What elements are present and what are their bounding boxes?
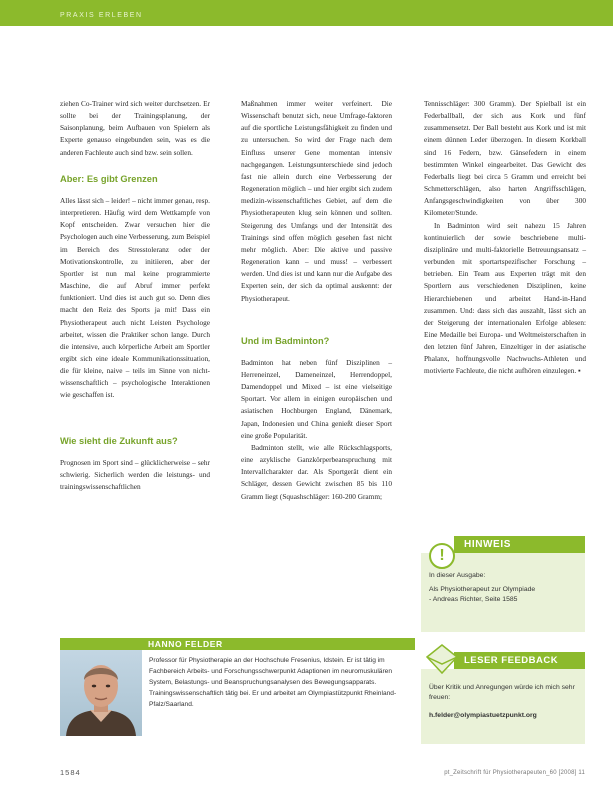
hinweis-line3[interactable]: - Andreas Richter, Seite 1585 [429,596,518,603]
paragraph: Badminton hat neben fünf Disziplinen – Herreneinzel, Dameneinzel, Herrendoppel, Damendoppel und Mixed – ist eine vielseitige Sportart. Vor allem in einigen europäischen und asiatischen Hochburgen England, Dänemark, Japan, Indonesien und China genießt dieser Sport eine große Popularität. [241,357,392,440]
paragraph: Prognosen im Sport sind – glücklicherweise – sehr schwierig. Sicherlich werden die leistungs- und trainingswissenschaftlichen [60,457,210,492]
author-bio: Professor für Physiotherapie an der Hochschule Fresenius, Idstein. Er ist tätig im Fachbereich Arbeits- und Forschungsschwerpunkt Adaptionen im neuromuskulären System, Belastungs- und Beanspruchungsanalysen des Bewegungsapparats. Trainingswissenschaftlich tätig bei. Er und arbeitet am Olympiastützpunkt Rheinland-Pfalz/Saarland. [149,657,397,708]
feedback-box [421,652,585,744]
feedback-title: LESER FEEDBACK [464,655,559,666]
header-bar [0,0,613,26]
feedback-email-link[interactable]: h.felder@olympiastuetzpunkt.org [429,712,537,719]
author-name: HANNO FELDER [148,639,223,649]
hinweis-title-bar [454,536,585,553]
paragraph: Alles lässt sich – leider! – nicht immer genau, resp. interpretieren. Häufig wird dem Wettkampfe von Kopf entscheiden. Zwar versuchen hier die Psychologen auch eine Verbesserung, zum Beispiel im Bereich des Stresstoleranz oder der Motivationskontrolle, zu initiieren, aber der Sportler ist nun mal keine programmierte Maschine, die auf Abruf immer perfekt funktioniert. Und dies ist auch gut so. Denn dies macht den Reiz des Sports ja mit! Dass ein Physiotherapeut auch nicht Leisten Psychologe arbeitet, wissen die Praktiker schon lange. Durch die intensive, auch körperliche Arbeit am Sportler ergibt sich eine ideale Kommunikationssituation, die für kleine, naive – teils im Sinne von nicht-wissenschaftlich – psychologische Interaktionen wie geschaffen ist. [60,195,210,400]
feedback-text: Über Kritik und Anregungen würde ich mich sehr freuen: [429,684,575,701]
footer-journal-line: pt_Zeitschrift für Physiotherapeuten_60 [2008] 11 [444,770,585,776]
author-name-bar [60,638,415,650]
exclamation-icon: ! [429,543,455,569]
column-3 [424,98,586,378]
feedback-text-block [429,683,579,721]
subheading-aber: Aber: Es gibt Grenzen [60,173,158,184]
hinweis-text [429,571,577,605]
section-kicker: PRAXIS ERLEBEN [60,12,143,19]
hinweis-title: HINWEIS [464,539,511,550]
subheading-badminton: Und im Badminton? [241,335,330,346]
subheading-zukunft: Wie sieht die Zukunft aus? [60,435,178,446]
envelope-icon [425,643,459,677]
feedback-title-bar [454,652,585,669]
hinweis-line1: In dieser Ausgabe: [429,572,486,579]
hinweis-line2[interactable]: Als Physiotherapeut zur Olympiade [429,586,536,593]
paragraph: Maßnahmen immer weiter verfeinert. Die Wissenschaft benutzt sich, neue Umfrage-faktoren auf die sportliche Leistungsfähigkeit zu finden und zu untersuchen. So wird der Frage nach dem Einfluss unserer Gene momentan intensiv nachgegangen. Leistungsunterschiede sind jedoch fast nie allein durch eine Verbesserung der Regeneration möglich – und hier ergibt sich zudem medizin-wissenschaftliches Gebiet, auf dem die Physiotherapeuten klug sein können und sollten. Steigerung des Umfangs und der Intensität des Trainings sind offen möglich gesehen fast nicht mehr möglich. Aber: Die aktive und passive Regeneration kann – und muss! – verbessert werden. Und dies ist und kann nur die Aufgabe des Experten sein, der sich da optimal auskennt: der Physiotherapeut. [241,99,392,303]
paragraph: Tennisschläger: 300 Gramm). Der Spielball ist ein Federballball, der sich aus Kork und fünf zusammensetzt. Der Ball besteht aus Kork und ist mit einem dünnen Leder überzogen. In diesem Korkball sind 16 Federn, bzw. Gänsefedern in einem bestimmten Winkel eingearbeitet. Das Gewicht des Federballs liegt bei circa 5 Gramm und erreicht bei Schmetterschlägen, also harten Angriffsschlägen, Anfangsgeschwindigkeiten von über 300 Kilometer/Stunde. [424,99,586,218]
paragraph: In Badminton wird seit nahezu 15 Jahren kontinuierlich der sowie beschriebene multi-disziplinäre und multi-faktorielle Betreuungsansatz – verbunden mit sportartspezifischer Forschung – betrieben. Ein Team aus Experten trägt mit den Sportlern aus verschiedenen Disziplinen, keine Hierarchiebenen und arbeitet Hand-in-Hand zusammen. Und: dass sich das auszahlt, lässt sich an der Steigerung der internationalen Erfolge ablesen: Eine Medaille bei Europa- und Weltmeisterschaften in den letzten fünf Jahren, Einzeltiger in der asiatische Phalanx, hoffnungsvolle Nachwuchs-Athleten und motivierte Fachleute, die nicht aufhören einzulegen. ▪ [424,220,586,376]
page-number: 1584 [60,768,81,777]
paragraph: ziehen Co-Trainer wird sich weiter durchsetzen. Er sollte bei der Trainingsplanung, der Saisonplanung, beim Aufbauen von Spielern als Experte genauso eingebunden sein, was es die anderen Fachleute auch sind bzw. sein sollen. [60,99,210,157]
author-photo [60,650,142,736]
column-1 [60,98,210,493]
hinweis-box [421,536,585,632]
hinweis-body [421,547,585,632]
column-2 [241,98,392,503]
paragraph: Badminton stellt, wie alle Rückschlagsports, eine azyklische Ganzkörperbeanspruchung mit Intervallcharakter dar. Als Sportgerät dient ein Schläger, dessen Gewicht zwischen 85 bis 110 Gramm liegt (Squashschläger: 160-200 Gramm; [241,442,392,501]
feedback-body [421,669,585,744]
